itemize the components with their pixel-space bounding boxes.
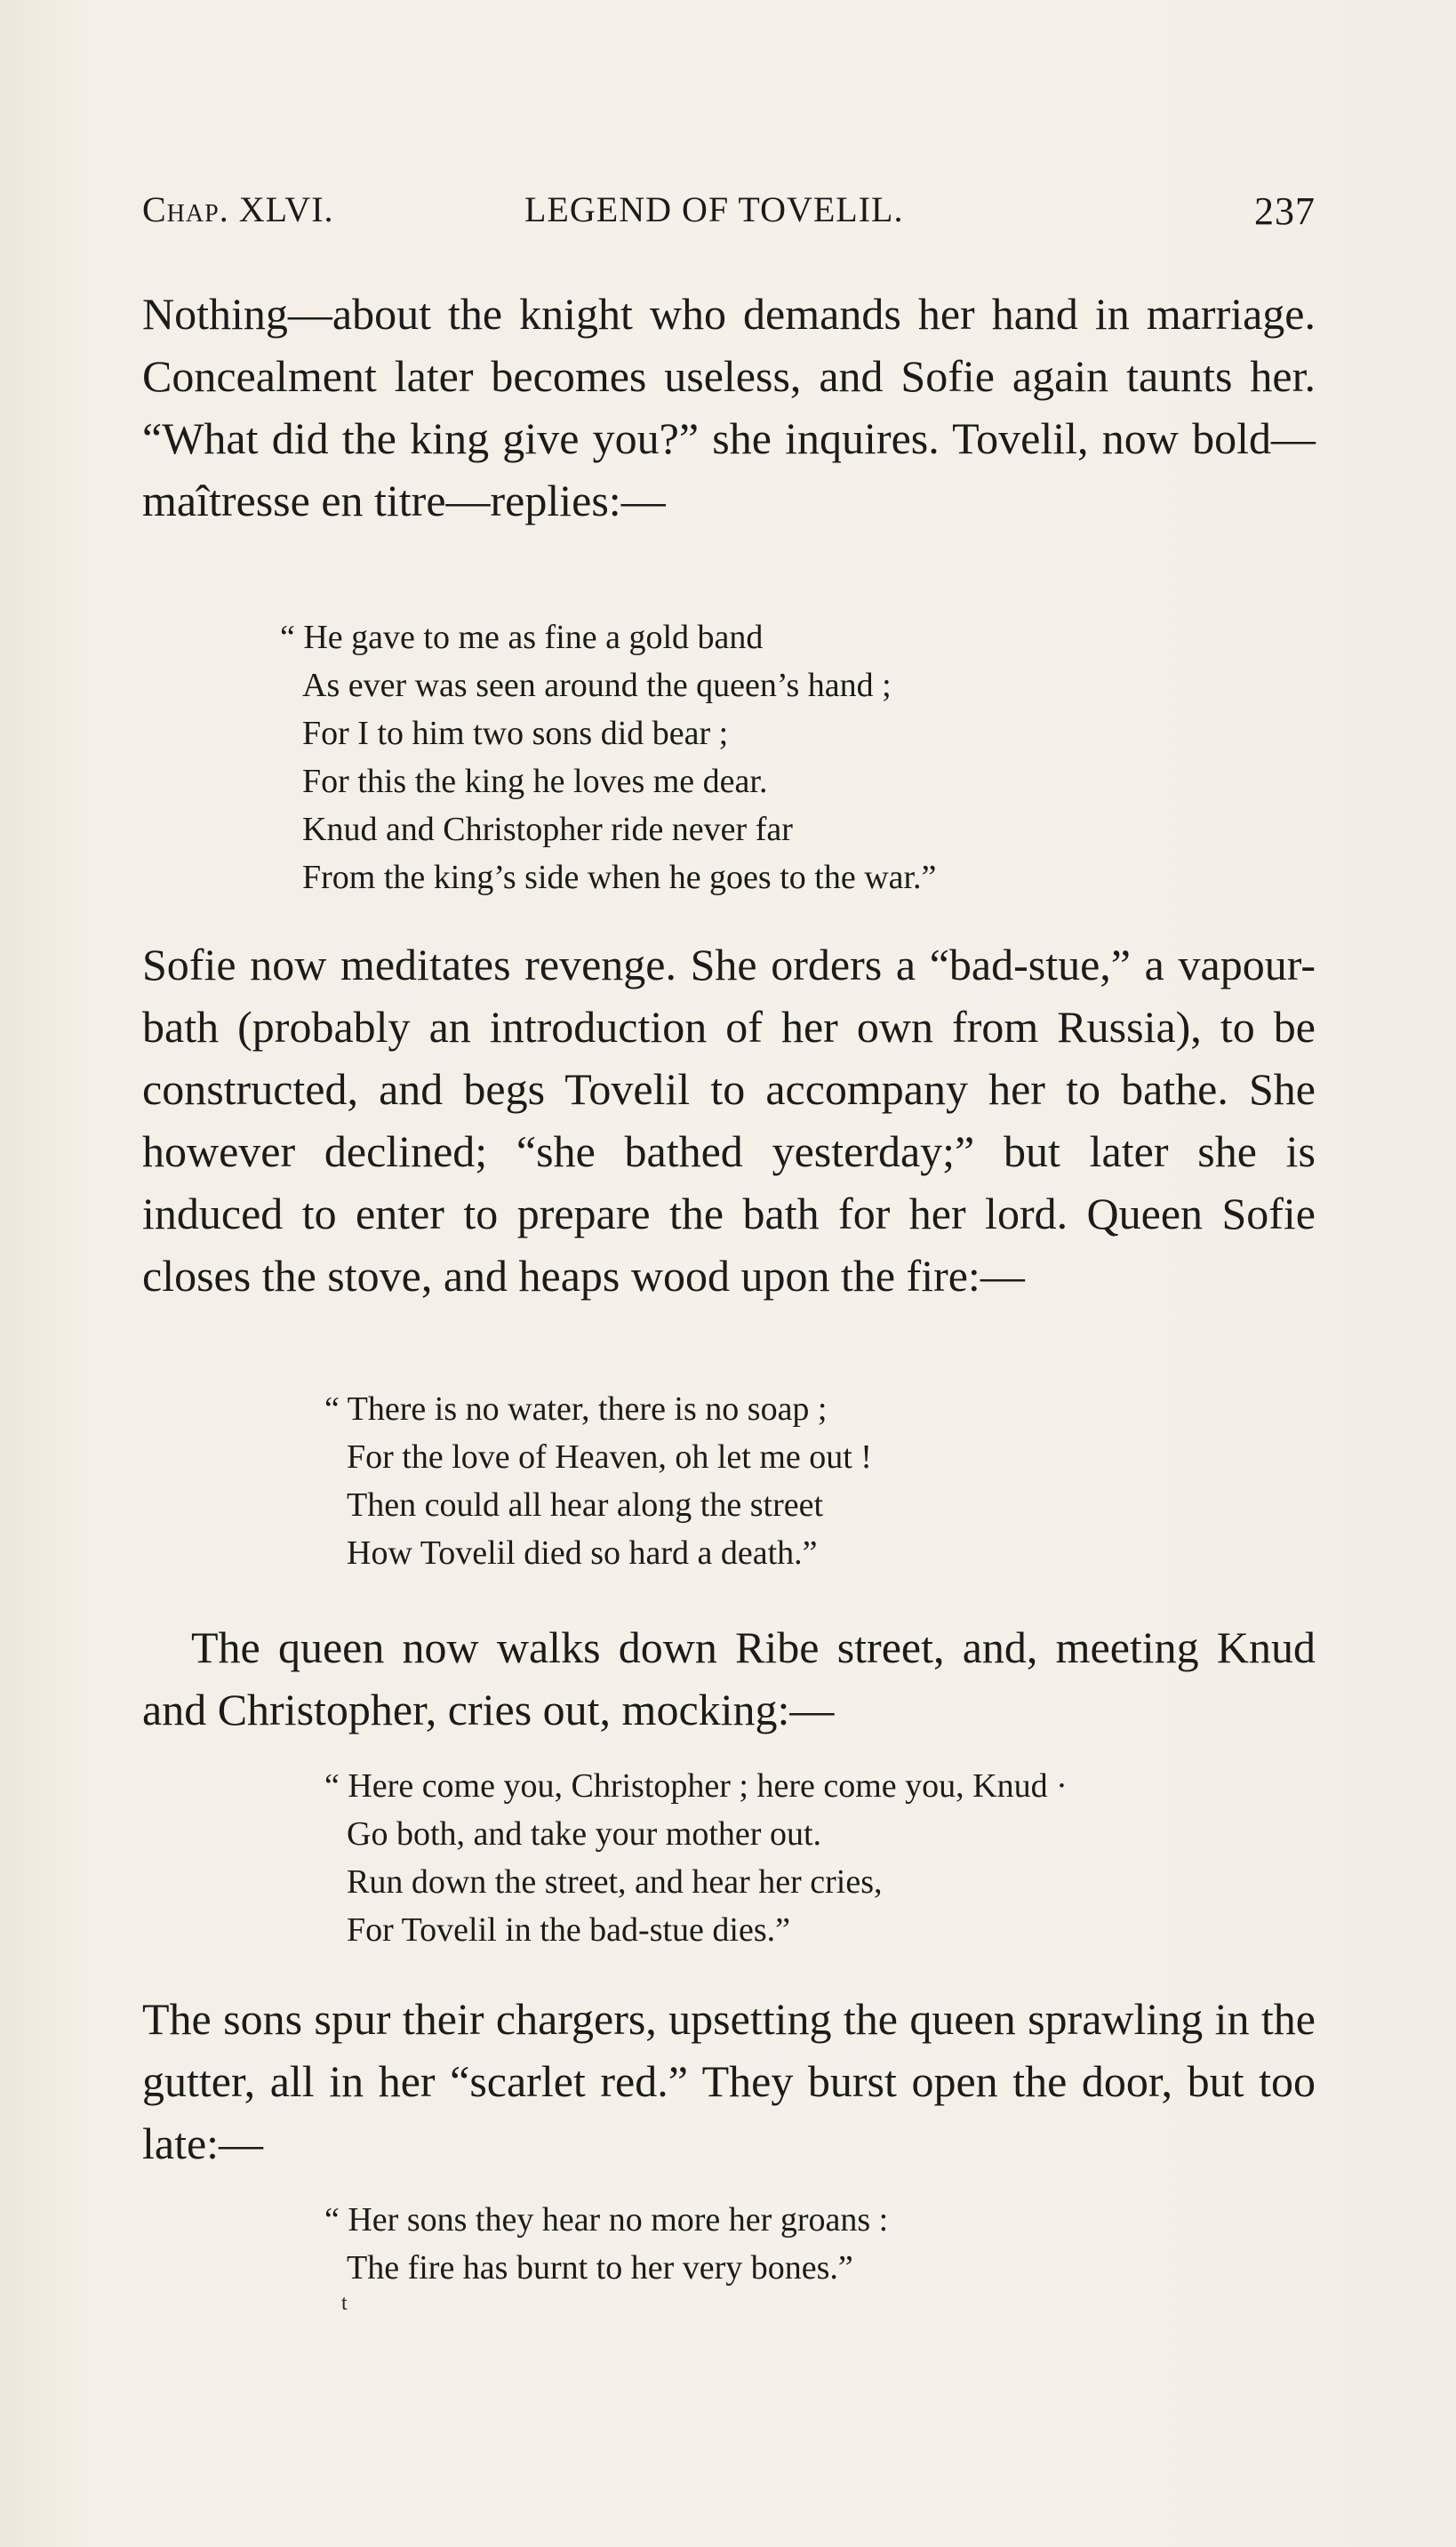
verse-line: As ever was seen around the queen’s hand ;	[302, 667, 892, 704]
paragraph-4: The sons spur their chargers, upsetting the queen sprawling in the gutter, all in her “scarlet red.” They burst open the door, but too late:—	[142, 1994, 1316, 2168]
verse-line: “ There is no water, there is no soap ;	[324, 1390, 828, 1428]
verse-line: Then could all hear along the street	[347, 1486, 824, 1524]
verse-line: How Tovelil died so hard a death.”	[347, 1534, 818, 1572]
verse-4	[324, 2196, 889, 2292]
paragraph-1: Nothing—about the knight who demands her hand in marriage. Concealment later becomes useless, and Sofie again taunts her. “What did the king give you?” she inquires. Tovelil, now bold—maîtresse en titre—replies:—	[142, 289, 1316, 525]
paragraph-3: The queen now walks down Ribe street, and, meeting Knud and Christopher, cries out, mocking:—	[142, 1622, 1316, 1734]
verse-line: Run down the street, and hear her cries,	[347, 1863, 883, 1901]
running-title: LEGEND OF TOVELIL.	[524, 189, 904, 229]
verse-line: “ Here come you, Christopher ; here come you, Knud ·	[324, 1767, 1068, 1805]
verse-2	[324, 1385, 872, 1577]
chapter-label: Chap. XLVI.	[142, 189, 334, 229]
verse-line: Knud and Christopher ride never far	[302, 811, 793, 848]
running-head	[142, 188, 1316, 242]
paragraph-2: Sofie now meditates revenge. She orders a “bad-stue,” a vapour-bath (probably an introduction of her own from Russia), to be constructed, and begs Tovelil to accompany her to bathe. She however declined; “she bathed yesterday;” but later she is induced to enter to prepare the bath for her lord. Queen Sofie closes the stove, and heaps wood upon the fire:—	[142, 940, 1316, 1301]
verse-line: For this the king he loves me dear.	[302, 763, 768, 800]
verse-line: For I to him two sons did bear ;	[302, 715, 729, 752]
verse-3	[324, 1762, 1068, 1954]
verse-1	[280, 613, 937, 901]
page-number: 237	[1254, 189, 1316, 233]
verse-line: From the king’s side when he goes to the war.”	[302, 859, 937, 896]
verse-line: Go both, and take your mother out.	[347, 1815, 822, 1853]
verse-line: For Tovelil in the bad-stue dies.”	[347, 1911, 790, 1949]
verse-line: “ He gave to me as fine a gold band	[280, 619, 764, 656]
verse-line: “ Her sons they hear no more her groans :	[324, 2201, 889, 2239]
verse-line: The fire has burnt to her very bones.”	[347, 2249, 853, 2287]
verse-line: For the love of Heaven, oh let me out !	[347, 1438, 872, 1476]
signature-mark: t	[341, 2292, 348, 2315]
